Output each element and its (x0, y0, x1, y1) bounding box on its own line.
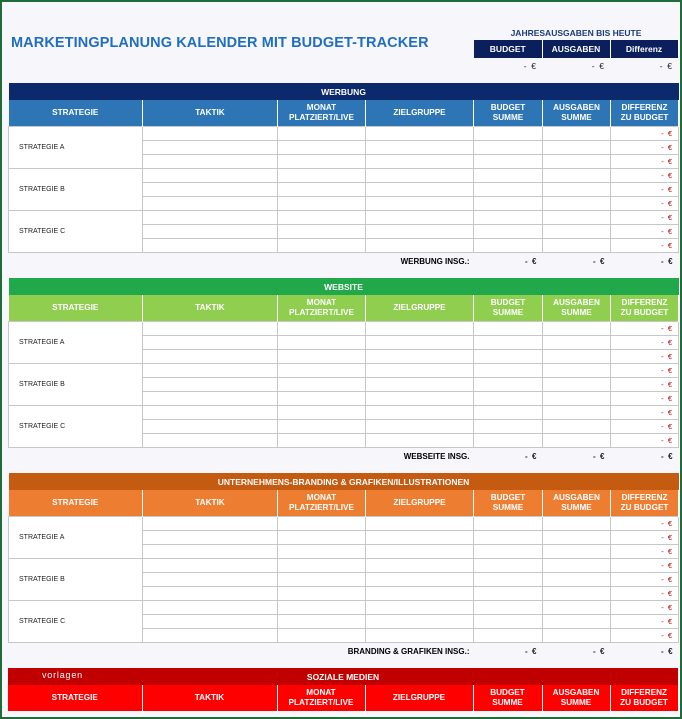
input-cell[interactable] (366, 587, 474, 601)
diff-value: - € (661, 213, 673, 222)
section-title: WEBSITE (9, 278, 679, 295)
input-cell[interactable] (474, 239, 543, 253)
input-cell[interactable] (143, 197, 278, 211)
input-cell[interactable] (366, 141, 474, 155)
input-cell[interactable] (278, 517, 366, 531)
input-cell[interactable] (278, 392, 366, 406)
annual-ausgaben-value[interactable]: - € (591, 61, 604, 71)
difference-cell[interactable] (611, 392, 679, 406)
input-cell[interactable] (543, 336, 611, 350)
col-header-differenz (611, 490, 679, 517)
diff-value: - € (661, 129, 673, 138)
diff-value: - € (661, 408, 673, 417)
watermark-text: vorlagen (42, 670, 83, 680)
difference-cell[interactable] (611, 155, 679, 169)
annual-budget-header: BUDGET (474, 40, 542, 58)
input-cell[interactable] (278, 531, 366, 545)
col-header-monat (278, 100, 366, 127)
input-cell[interactable] (474, 573, 543, 587)
input-cell[interactable] (278, 127, 366, 141)
col-header-budget-l1: BUDGET (490, 688, 525, 697)
input-cell[interactable] (143, 420, 278, 434)
input-cell[interactable] (278, 615, 366, 629)
diff-value: - € (661, 519, 673, 528)
input-cell[interactable] (143, 364, 278, 378)
col-header-ausgaben-l2: SUMME (560, 698, 592, 707)
input-cell[interactable] (366, 127, 474, 141)
col-header-monat (277, 685, 365, 711)
col-header-differenz (610, 685, 678, 711)
diff-value: - € (661, 241, 673, 250)
diff-value: - € (661, 366, 673, 375)
input-cell[interactable] (143, 615, 278, 629)
input-cell[interactable] (278, 183, 366, 197)
total-ausgaben-value[interactable]: - € (592, 646, 605, 656)
strategy-label: STRATEGIE C (9, 601, 143, 643)
input-cell[interactable] (366, 322, 474, 336)
input-cell[interactable] (143, 517, 278, 531)
total-differenz-value[interactable]: - € (660, 451, 673, 461)
input-cell[interactable] (366, 545, 474, 559)
difference-cell[interactable] (611, 350, 679, 364)
input-cell[interactable] (143, 350, 278, 364)
col-header-taktik: TAKTIK (143, 295, 278, 322)
input-cell[interactable] (474, 211, 543, 225)
input-cell[interactable] (278, 420, 366, 434)
annual-ausgaben-header: AUSGABEN (542, 40, 610, 58)
strategy-label: STRATEGIE A (9, 127, 143, 169)
col-header-ausgaben-l1: AUSGABEN (552, 688, 600, 697)
input-cell[interactable] (474, 392, 543, 406)
col-header-differenz-l1: DIFFERENZ (621, 298, 668, 307)
input-cell[interactable] (474, 531, 543, 545)
col-header-taktik: TAKTIK (143, 490, 278, 517)
input-cell[interactable] (474, 378, 543, 392)
input-cell[interactable] (366, 364, 474, 378)
input-cell[interactable] (474, 615, 543, 629)
input-cell[interactable] (543, 434, 611, 448)
strategy-label: STRATEGIE B (9, 169, 143, 211)
strategy-label: STRATEGIE B (9, 364, 143, 406)
diff-value: - € (661, 199, 673, 208)
input-cell[interactable] (143, 183, 278, 197)
col-header-differenz-l2: ZU BUDGET (620, 113, 669, 122)
input-cell[interactable] (366, 406, 474, 420)
input-cell[interactable] (143, 169, 278, 183)
input-cell[interactable] (143, 587, 278, 601)
col-header-ausgaben (543, 490, 611, 517)
total-differenz-value[interactable]: - € (660, 256, 673, 266)
input-cell[interactable] (143, 406, 278, 420)
diff-value: - € (661, 380, 673, 389)
input-cell[interactable] (366, 225, 474, 239)
input-cell[interactable] (366, 420, 474, 434)
input-cell[interactable] (543, 155, 611, 169)
input-cell[interactable] (543, 127, 611, 141)
diff-value: - € (661, 422, 673, 431)
table-row (9, 169, 679, 183)
diff-value: - € (661, 394, 673, 403)
col-header-budget (474, 295, 543, 322)
diff-value: - € (661, 436, 673, 445)
col-header-monat-l1: MONAT (306, 493, 337, 502)
table-row (9, 517, 679, 531)
strategy-label: STRATEGIE A (9, 322, 143, 364)
input-cell[interactable] (278, 378, 366, 392)
diff-value: - € (661, 157, 673, 166)
input-cell[interactable] (474, 406, 543, 420)
input-cell[interactable] (278, 225, 366, 239)
input-cell[interactable] (543, 517, 611, 531)
input-cell[interactable] (366, 169, 474, 183)
section-2 (8, 473, 678, 659)
strategy-label: STRATEGIE B (9, 559, 143, 601)
col-header-monat-l1: MONAT (306, 103, 337, 112)
input-cell[interactable] (474, 587, 543, 601)
col-header-differenz-l1: DIFFERENZ (621, 493, 668, 502)
col-header-strategie: STRATEGIE (9, 295, 143, 322)
input-cell[interactable] (366, 336, 474, 350)
diff-value: - € (661, 617, 673, 626)
col-header-ausgaben-l1: AUSGABEN (553, 493, 600, 502)
annual-summary-table (474, 40, 679, 74)
total-ausgaben-value[interactable]: - € (592, 451, 605, 461)
col-header-budget (474, 490, 543, 517)
section-title: WERBUNG (9, 83, 679, 100)
input-cell[interactable] (543, 197, 611, 211)
strategy-label: STRATEGIE A (9, 517, 143, 559)
input-cell[interactable] (143, 378, 278, 392)
difference-cell[interactable] (611, 239, 679, 253)
col-header-budget-l2: SUMME (492, 503, 524, 512)
input-cell[interactable] (474, 364, 543, 378)
input-cell[interactable] (278, 336, 366, 350)
input-cell[interactable] (143, 601, 278, 615)
input-cell[interactable] (474, 197, 543, 211)
col-header-differenz-l2: ZU BUDGET (620, 698, 668, 707)
col-header-zielgruppe: ZIELGRUPPE (366, 100, 474, 127)
input-cell[interactable] (278, 629, 366, 643)
difference-cell[interactable] (611, 406, 679, 420)
input-cell[interactable] (143, 545, 278, 559)
input-cell[interactable] (143, 225, 278, 239)
difference-cell[interactable] (611, 225, 679, 239)
input-cell[interactable] (474, 155, 543, 169)
difference-cell[interactable] (611, 169, 679, 183)
input-cell[interactable] (366, 350, 474, 364)
col-header-strategie: STRATEGIE (9, 100, 143, 127)
table-row (9, 601, 679, 615)
total-ausgaben-value[interactable]: - € (592, 256, 605, 266)
diff-value: - € (661, 631, 673, 640)
col-header-differenz-l2: ZU BUDGET (620, 308, 669, 317)
col-header-budget-l2: SUMME (492, 308, 524, 317)
input-cell[interactable] (543, 406, 611, 420)
input-cell[interactable] (278, 559, 366, 573)
strategy-label: STRATEGIE C (9, 211, 143, 253)
input-cell[interactable] (366, 615, 474, 629)
difference-cell[interactable] (611, 434, 679, 448)
col-header-budget-l2: SUMME (492, 113, 524, 122)
annual-differenz-value[interactable]: - € (659, 61, 672, 71)
input-cell[interactable] (543, 531, 611, 545)
input-cell[interactable] (474, 601, 543, 615)
input-cell[interactable] (474, 141, 543, 155)
input-cell[interactable] (474, 350, 543, 364)
input-cell[interactable] (543, 211, 611, 225)
input-cell[interactable] (278, 406, 366, 420)
diff-value: - € (661, 603, 673, 612)
input-cell[interactable] (474, 169, 543, 183)
table-row (9, 406, 679, 420)
difference-cell[interactable] (611, 197, 679, 211)
diff-value: - € (661, 171, 673, 180)
difference-cell[interactable] (611, 615, 679, 629)
col-header-differenz-l2: ZU BUDGET (620, 503, 669, 512)
col-header-zielgruppe: ZIELGRUPPE (366, 490, 474, 517)
col-header-ausgaben-l1: AUSGABEN (553, 103, 600, 112)
section-1 (8, 278, 678, 464)
diff-value: - € (661, 143, 673, 152)
col-header-zielgruppe: ZIELGRUPPE (366, 295, 474, 322)
col-header-monat (278, 490, 366, 517)
diff-value: - € (661, 533, 673, 542)
col-header-strategie: STRATEGIE (9, 490, 143, 517)
section-3 (8, 668, 678, 711)
col-header-differenz-l1: DIFFERENZ (621, 688, 668, 697)
input-cell[interactable] (474, 225, 543, 239)
input-cell[interactable] (366, 211, 474, 225)
input-cell[interactable] (543, 225, 611, 239)
input-cell[interactable] (278, 545, 366, 559)
difference-cell[interactable] (611, 573, 679, 587)
col-header-differenz (611, 295, 679, 322)
col-header-ausgaben (542, 685, 610, 711)
diff-value: - € (661, 338, 673, 347)
input-cell[interactable] (278, 434, 366, 448)
col-header-ausgaben-l1: AUSGABEN (553, 298, 600, 307)
input-cell[interactable] (278, 141, 366, 155)
col-header-monat-l2: PLATZIERT/LIVE (289, 308, 354, 317)
input-cell[interactable] (366, 629, 474, 643)
difference-cell[interactable] (611, 141, 679, 155)
annual-spend-label: JAHRESAUSGABEN BIS HEUTE (510, 28, 642, 38)
col-header-budget-l1: BUDGET (490, 298, 526, 307)
difference-cell[interactable] (611, 559, 679, 573)
difference-cell[interactable] (611, 336, 679, 350)
input-cell[interactable] (278, 350, 366, 364)
input-cell[interactable] (143, 127, 278, 141)
difference-cell[interactable] (611, 211, 679, 225)
input-cell[interactable] (278, 197, 366, 211)
input-cell[interactable] (143, 629, 278, 643)
annual-differenz-header: Differenz (610, 40, 678, 58)
input-cell[interactable] (543, 239, 611, 253)
input-cell[interactable] (474, 183, 543, 197)
input-cell[interactable] (474, 629, 543, 643)
input-cell[interactable] (143, 141, 278, 155)
col-header-monat (278, 295, 366, 322)
total-budget-value[interactable]: - € (524, 451, 537, 461)
col-header-strategie: STRATEGIE (8, 685, 142, 711)
input-cell[interactable] (366, 517, 474, 531)
input-cell[interactable] (366, 573, 474, 587)
diff-value: - € (661, 227, 673, 236)
input-cell[interactable] (278, 239, 366, 253)
col-header-budget (473, 685, 542, 711)
section-total-label: BRANDING & GRAFIKEN INSG.: (347, 646, 470, 656)
input-cell[interactable] (543, 545, 611, 559)
input-cell[interactable] (543, 629, 611, 643)
input-cell[interactable] (474, 127, 543, 141)
col-header-budget (474, 100, 543, 127)
diff-value: - € (661, 575, 673, 584)
diff-value: - € (661, 352, 673, 361)
input-cell[interactable] (366, 183, 474, 197)
input-cell[interactable] (474, 559, 543, 573)
input-cell[interactable] (366, 155, 474, 169)
table-row (9, 559, 679, 573)
diff-value: - € (661, 589, 673, 598)
input-cell[interactable] (366, 392, 474, 406)
col-header-monat-l1: MONAT (306, 688, 336, 697)
input-cell[interactable] (278, 587, 366, 601)
table-row (9, 211, 679, 225)
input-cell[interactable] (143, 573, 278, 587)
input-cell[interactable] (143, 559, 278, 573)
input-cell[interactable] (278, 573, 366, 587)
difference-cell[interactable] (611, 420, 679, 434)
difference-cell[interactable] (611, 322, 679, 336)
input-cell[interactable] (366, 531, 474, 545)
total-budget-value[interactable]: - € (524, 646, 537, 656)
difference-cell[interactable] (611, 517, 679, 531)
diff-value: - € (661, 561, 673, 570)
section-total-label: WERBUNG INSG.: (400, 256, 470, 266)
input-cell[interactable] (143, 155, 278, 169)
col-header-ausgaben-l2: SUMME (561, 308, 592, 317)
input-cell[interactable] (543, 350, 611, 364)
input-cell[interactable] (366, 601, 474, 615)
col-header-budget-l2: SUMME (492, 698, 523, 707)
input-cell[interactable] (366, 197, 474, 211)
input-cell[interactable] (543, 601, 611, 615)
input-cell[interactable] (543, 420, 611, 434)
input-cell[interactable] (278, 211, 366, 225)
input-cell[interactable] (278, 322, 366, 336)
col-header-ausgaben-l2: SUMME (561, 113, 592, 122)
page-title: MARKETINGPLANUNG KALENDER MIT BUDGET-TRACKER (11, 35, 429, 51)
difference-cell[interactable] (611, 587, 679, 601)
input-cell[interactable] (474, 322, 543, 336)
input-cell[interactable] (543, 573, 611, 587)
input-cell[interactable] (543, 615, 611, 629)
difference-cell[interactable] (611, 531, 679, 545)
col-header-differenz (611, 100, 679, 127)
input-cell[interactable] (543, 169, 611, 183)
diff-value: - € (661, 324, 673, 333)
section-title: SOZIALE MEDIEN (8, 668, 678, 685)
input-cell[interactable] (543, 183, 611, 197)
diff-value: - € (661, 547, 673, 556)
input-cell[interactable] (143, 336, 278, 350)
difference-cell[interactable] (611, 364, 679, 378)
input-cell[interactable] (143, 239, 278, 253)
col-header-monat-l1: MONAT (306, 298, 337, 307)
col-header-budget-l1: BUDGET (490, 493, 526, 502)
input-cell[interactable] (278, 364, 366, 378)
col-header-ausgaben (543, 100, 611, 127)
table-row (9, 364, 679, 378)
input-cell[interactable] (143, 531, 278, 545)
input-cell[interactable] (474, 545, 543, 559)
input-cell[interactable] (143, 322, 278, 336)
input-cell[interactable] (278, 155, 366, 169)
total-differenz-value[interactable]: - € (661, 646, 673, 656)
input-cell[interactable] (474, 517, 543, 531)
input-cell[interactable] (366, 239, 474, 253)
input-cell[interactable] (143, 434, 278, 448)
input-cell[interactable] (366, 559, 474, 573)
difference-cell[interactable] (611, 545, 679, 559)
section-0 (8, 83, 678, 269)
section-total-label: WEBSEITE INSG. (403, 451, 470, 461)
difference-cell[interactable] (611, 183, 679, 197)
difference-cell[interactable] (611, 601, 679, 615)
input-cell[interactable] (543, 378, 611, 392)
col-header-monat-l2: PLATZIERT/LIVE (289, 503, 354, 512)
input-cell[interactable] (543, 141, 611, 155)
difference-cell[interactable] (611, 378, 679, 392)
table-row (9, 322, 679, 336)
input-cell[interactable] (543, 559, 611, 573)
input-cell[interactable] (366, 434, 474, 448)
col-header-taktik: TAKTIK (142, 685, 277, 711)
table-row (9, 127, 679, 141)
input-cell[interactable] (543, 364, 611, 378)
input-cell[interactable] (543, 587, 611, 601)
col-header-budget-l1: BUDGET (490, 103, 526, 112)
annual-budget-value[interactable]: - € (523, 61, 536, 71)
col-header-ausgaben (543, 295, 611, 322)
input-cell[interactable] (278, 601, 366, 615)
col-header-monat-l2: PLATZIERT/LIVE (289, 113, 354, 122)
input-cell[interactable] (366, 378, 474, 392)
total-budget-value[interactable]: - € (524, 256, 537, 266)
input-cell[interactable] (543, 392, 611, 406)
input-cell[interactable] (474, 434, 543, 448)
col-header-taktik: TAKTIK (143, 100, 278, 127)
col-header-differenz-l1: DIFFERENZ (621, 103, 668, 112)
section-title: UNTERNEHMENS-BRANDING & GRAFIKEN/ILLUSTRATIONEN (9, 473, 679, 490)
strategy-label: STRATEGIE C (9, 406, 143, 448)
input-cell[interactable] (474, 420, 543, 434)
col-header-monat-l2: PLATZIERT/LIVE (288, 698, 354, 707)
diff-value: - € (661, 185, 673, 194)
col-header-ausgaben-l2: SUMME (561, 503, 592, 512)
difference-cell[interactable] (611, 127, 679, 141)
input-cell[interactable] (543, 322, 611, 336)
input-cell[interactable] (143, 211, 278, 225)
input-cell[interactable] (278, 169, 366, 183)
input-cell[interactable] (143, 392, 278, 406)
difference-cell[interactable] (611, 629, 679, 643)
input-cell[interactable] (474, 336, 543, 350)
col-header-zielgruppe: ZIELGRUPPE (365, 685, 473, 711)
